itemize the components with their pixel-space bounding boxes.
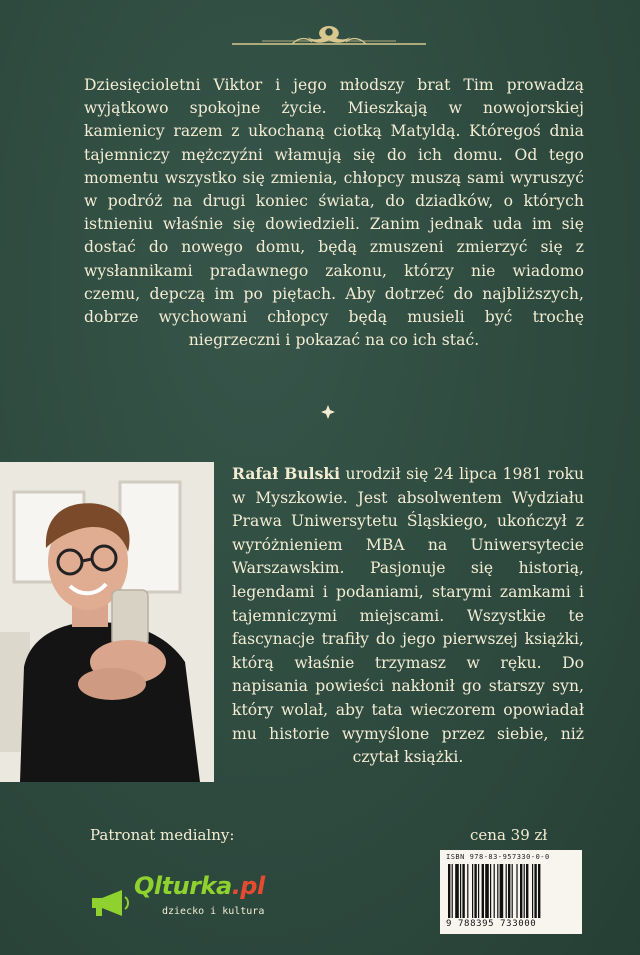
book-description-text: Dziesięcioletni Viktor i jego młodszy brat Tim prowadzą wyjątkowo spokojne życie. Mieszkają w nowojorskiej kamienicy razem z ukochaną ciotką Matyldą. Któregoś dnia tajemniczy mężczyźni włamują się do ich domu. Od tego momentu wszystko się zmienia, chłopcy muszą sami wyruszyć w podróż na drugi koniec świata, do dziadków, o których istnieniu właśnie się dowiedzieli. Zanim jednak uda im się dostać do nowego domu, będą zmuszeni zmierzyć się z wysłannikami pradawnego zakonu, którzy nie wiadomo czemu, depczą im po piętach. Aby dotrzeć do najbliższych, dobrze wychowani chłopcy będą musieli być trochę niegrzeczni i pokazać na co ich stać. <box>84 76 584 350</box>
barcode-bar <box>520 864 522 918</box>
barcode-bar <box>512 864 513 918</box>
isbn-number-bottom: 9 788395 733000 <box>446 919 537 929</box>
barcode-bar <box>506 864 507 918</box>
barcode-bar <box>508 864 510 918</box>
barcode-bar <box>538 864 540 918</box>
barcode-bar <box>516 864 517 918</box>
barcode-bar <box>497 864 498 918</box>
author-bio-text: urodził się 24 lipca 1981 roku w Myszkowie. Jest absolwentem Wydziału Prawa Uniwersytetu Śląskiego, ukończył z wyróżnieniem MBA na Uniwersytecie Warszawskim. Pasjonuje się historią, legendami i podaniami, starymi zamkami i tajemniczymi miejscami. Wszystkie te fascynacje trafiły do jego pierwszej książki, którą właśnie trzymasz w ręku. Do napisania powieści nakłonił go starszy syn, który wolał, aby tata wieczorem opowiadał mu historie wymyślone przez siebie, niż czytał książki. <box>232 465 584 767</box>
barcode-bar <box>478 864 479 918</box>
barcode-bar <box>455 864 459 918</box>
barcode-bar <box>490 864 491 918</box>
isbn-number-top: ISBN 978-83-957330-0-0 <box>446 853 550 861</box>
logo-tagline: dziecko i kultura <box>162 906 265 917</box>
barcode-icon <box>446 864 576 918</box>
author-photo <box>0 462 214 782</box>
barcode-bar <box>534 864 536 918</box>
logo-domain-text: .pl <box>231 872 265 900</box>
barcode-bar <box>467 864 468 918</box>
barcode-bar <box>452 864 453 918</box>
barcode-bar <box>472 864 473 918</box>
megaphone-icon <box>88 888 132 918</box>
logo-wordmark <box>134 872 265 900</box>
barcode-bar <box>474 864 476 918</box>
book-description <box>84 74 584 352</box>
barcode-bar <box>482 864 484 918</box>
barcode-bar <box>448 864 450 918</box>
diamond-separator-icon <box>321 405 335 419</box>
author-name: Rafał Bulski <box>232 464 341 483</box>
barcode-bar <box>460 864 461 918</box>
isbn-barcode <box>440 850 582 934</box>
media-patron-label: Patronat medialny: <box>90 826 235 844</box>
price-label: cena 39 zł <box>470 826 548 844</box>
logo-main-text: Qlturka <box>134 872 232 900</box>
barcode-bar <box>462 864 464 918</box>
author-bio <box>232 462 584 770</box>
qlturka-logo <box>82 872 282 932</box>
ornament-divider-icon <box>232 20 426 56</box>
barcode-bar <box>526 864 528 918</box>
barcode-bar <box>532 864 533 918</box>
author-bio-paragraph <box>232 462 584 770</box>
barcode-bar <box>494 864 495 918</box>
barcode-bar <box>485 864 489 918</box>
barcode-bar <box>500 864 504 918</box>
barcode-bar <box>524 864 525 918</box>
